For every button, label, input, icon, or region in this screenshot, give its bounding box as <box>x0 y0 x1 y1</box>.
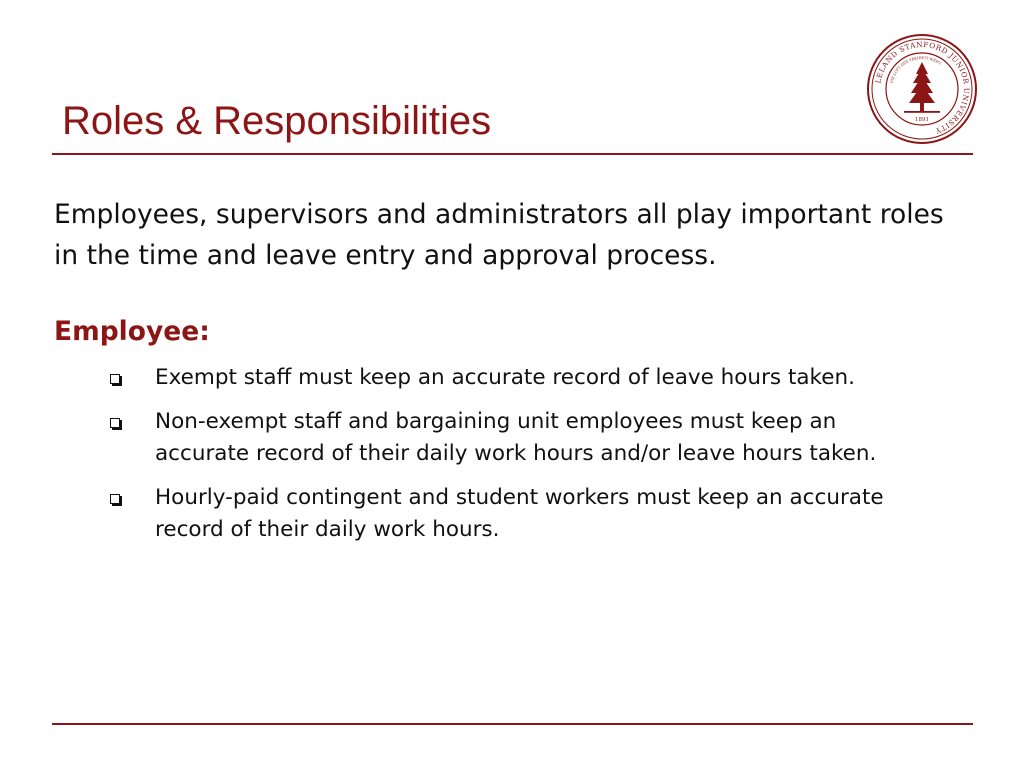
footer-divider <box>52 723 973 725</box>
seal-year: 1891 <box>915 117 929 123</box>
slide-body <box>54 194 954 558</box>
bullet-item <box>54 362 935 394</box>
bullet-text: Non-exempt staff and bargaining unit employees must keep an accurate record of their daily work hours and/or leave hours taken. <box>155 409 877 466</box>
section-heading-employee: Employee: <box>54 316 210 347</box>
title-divider <box>52 153 973 155</box>
intro-paragraph: Employees, supervisors and administrators all play important roles in the time and leave entry and approval process. <box>54 199 944 271</box>
bullet-list <box>54 362 954 546</box>
bullet-text: Exempt staff must keep an accurate record of leave hours taken. <box>155 365 855 390</box>
seal-motto: DIE LUFT DER FREIHEIT WEHT <box>889 55 942 84</box>
bullet-item <box>54 482 935 546</box>
bullet-text: Hourly-paid contingent and student workers must keep an accurate record of their daily work hours. <box>155 485 884 542</box>
university-seal-logo <box>866 33 978 145</box>
checkbox-bullet-icon <box>110 494 120 504</box>
bullet-item <box>54 406 935 470</box>
slide-title: Roles & Responsibilities <box>62 99 492 143</box>
checkbox-bullet-icon <box>110 374 120 384</box>
seal-ring-text: LELAND STANFORD JUNIOR UNIVERSITY <box>873 39 972 136</box>
checkbox-bullet-icon <box>110 418 120 428</box>
